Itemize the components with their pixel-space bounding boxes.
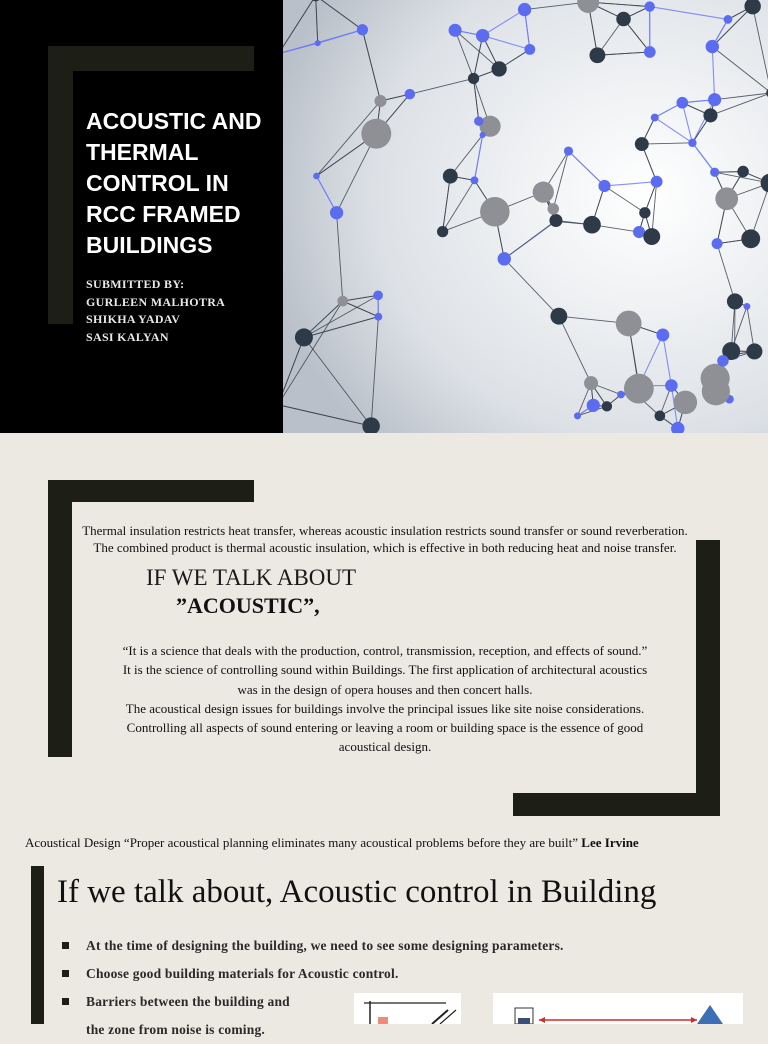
list-item [62,932,564,960]
submitted-by-block [86,276,225,346]
slide3-accent-bar [31,866,44,1024]
presentation-title [86,106,276,261]
frame-left-bar [48,480,72,757]
intro-paragraph: Thermal insulation restricts heat transfer, whereas acoustic insulation restricts sound transfer or sound reverberation. The combined product is thermal acoustic insulation, which is effective in both reducing heat and noise transfer. [80,522,690,556]
body-line: The acoustical design issues for buildings involve the principal issues like site noise considerations. [84,699,686,718]
list-item-text: Barriers between the building and [86,994,290,1009]
frame-top-bar [48,480,254,502]
author-name: SHIKHA YADAV [86,311,225,329]
title-slide [0,0,768,433]
list-item [62,1016,564,1044]
square-bullet-icon [62,942,69,949]
body-line: was in the design of opera houses and then concert halls. [84,680,686,699]
body-line: It is the science of controlling sound within Buildings. The first application of architectural acoustics [84,660,686,679]
quote-author: Lee Irvine [581,835,638,850]
body-line: “It is a science that deals with the production, control, transmission, reception, and effects of sound.” [84,641,686,660]
section-heading: IF WE TALK ABOUT [146,565,356,591]
acoustic-definition [84,641,686,757]
author-name: SASI KALYAN [86,329,225,347]
title-line: ACOUSTIC AND [86,106,276,137]
body-line: Controlling all aspects of sound entering or leaving a room or building space is the essence of good [84,718,686,737]
barrier-diagram-image [354,993,461,1024]
quote-text: Acoustical Design “Proper acoustical planning eliminates many acoustical problems before they are built” [25,835,581,850]
acoustical-design-quote [25,835,639,851]
bracket-top [48,46,254,71]
noise-zone-diagram-image [493,993,743,1024]
design-parameters-list [62,932,564,1044]
submitted-label: SUBMITTED BY: [86,276,225,294]
section-heading-acoustic: ”ACOUSTIC”, [176,592,320,620]
body-line: acoustical design. [84,737,686,756]
network-graph-image [283,0,768,433]
title-line: RCC FRAMED [86,199,276,230]
title-line: THERMAL [86,137,276,168]
list-item-text: Choose good building materials for Acoustic control. [86,966,399,981]
frame-bottom-bar [513,793,720,816]
list-item [62,988,564,1016]
list-item-text: At the time of designing the building, we need to see some designing parameters. [86,938,564,953]
author-name: GURLEEN MALHOTRA [86,294,225,312]
list-item-text: the zone from noise is coming. [86,1022,265,1037]
square-bullet-icon [62,998,69,1005]
frame-right-bar [696,540,720,816]
bracket-left [48,46,73,324]
title-line: BUILDINGS [86,230,276,261]
list-item [62,960,564,988]
square-bullet-icon [62,970,69,977]
slide3-heading: If we talk about, Acoustic control in Building [57,871,656,913]
title-line: CONTROL IN [86,168,276,199]
